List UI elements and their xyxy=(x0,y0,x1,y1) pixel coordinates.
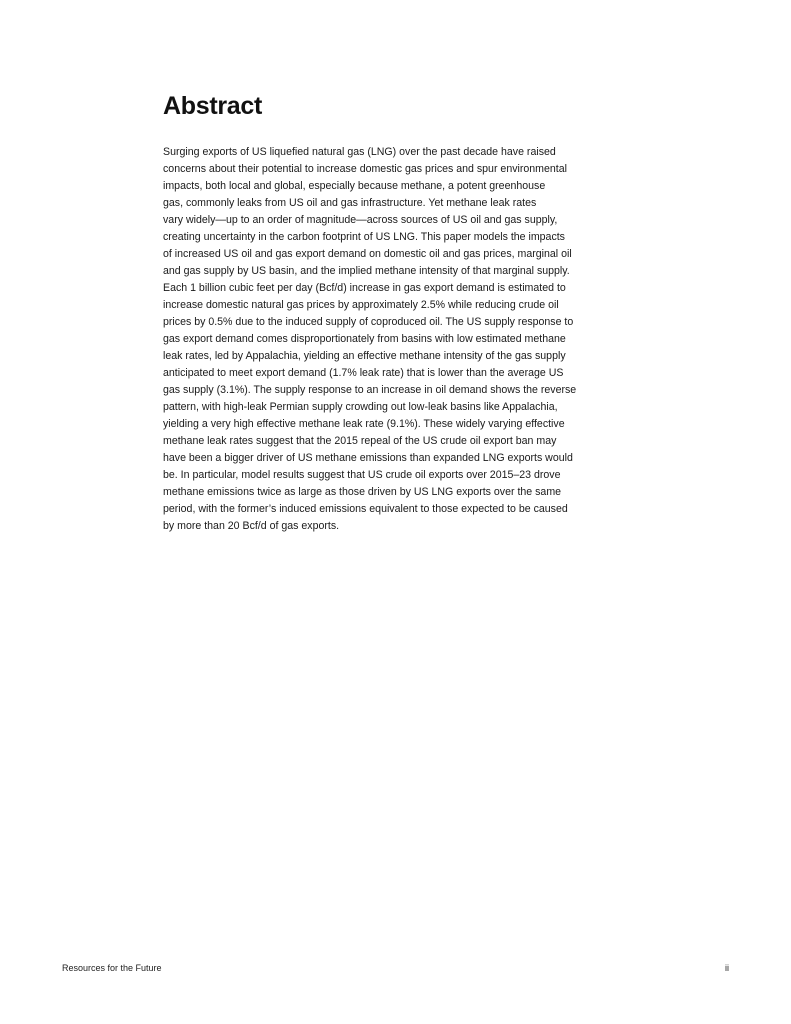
abstract-line: methane emissions twice as large as those driven by US LNG exports over the same xyxy=(163,486,562,498)
abstract-line: Each 1 billion cubic feet per day (Bcf/d) increase in gas export demand is estimated to xyxy=(163,282,566,294)
abstract-line: pattern, with high-leak Permian supply crowding out low-leak basins like Appalachia, xyxy=(163,401,558,413)
abstract-line: and gas supply by US basin, and the implied methane intensity of that marginal supply. xyxy=(163,265,570,277)
abstract-line: yielding a very high effective methane leak rate (9.1%). These widely varying effective xyxy=(163,418,565,430)
abstract-line: impacts, both local and global, especially because methane, a potent greenhouse xyxy=(163,180,546,192)
abstract-line: leak rates, led by Appalachia, yielding an effective methane intensity of the gas supply xyxy=(163,350,566,362)
abstract-line: vary widely—up to an order of magnitude—across sources of US oil and gas supply, xyxy=(163,214,558,226)
abstract-line: period, with the former’s induced emissions equivalent to those expected to be caused xyxy=(163,503,568,515)
abstract-line: prices by 0.5% due to the induced supply of coproduced oil. The US supply response to xyxy=(163,316,574,328)
abstract-paragraph xyxy=(163,144,631,535)
abstract-line: gas, commonly leaks from US oil and gas infrastructure. Yet methane leak rates xyxy=(163,197,537,209)
abstract-line: gas supply (3.1%). The supply response to an increase in oil demand shows the reverse xyxy=(163,384,577,396)
abstract-line: of increased US oil and gas export demand on domestic oil and gas prices, marginal oil xyxy=(163,248,572,260)
footer-page-number: ii xyxy=(725,963,729,973)
abstract-line: concerns about their potential to increase domestic gas prices and spur environmental xyxy=(163,163,567,175)
abstract-line: anticipated to meet export demand (1.7% leak rate) that is lower than the average US xyxy=(163,367,564,379)
abstract-line: methane leak rates suggest that the 2015 repeal of the US crude oil export ban may xyxy=(163,435,557,447)
abstract-line: gas export demand comes disproportionately from basins with low estimated methane xyxy=(163,333,566,345)
abstract-line: creating uncertainty in the carbon footprint of US LNG. This paper models the impacts xyxy=(163,231,565,243)
abstract-line: Surging exports of US liquefied natural gas (LNG) over the past decade have raised xyxy=(163,146,556,158)
abstract-line: increase domestic natural gas prices by approximately 2.5% while reducing crude oil xyxy=(163,299,559,311)
abstract-heading: Abstract xyxy=(163,92,263,120)
footer-organization: Resources for the Future xyxy=(62,963,162,973)
abstract-line: be. In particular, model results suggest that US crude oil exports over 2015–23 drove xyxy=(163,469,561,481)
abstract-line: have been a bigger driver of US methane emissions than expanded LNG exports would xyxy=(163,452,573,464)
abstract-line: by more than 20 Bcf/d of gas exports. xyxy=(163,520,340,532)
